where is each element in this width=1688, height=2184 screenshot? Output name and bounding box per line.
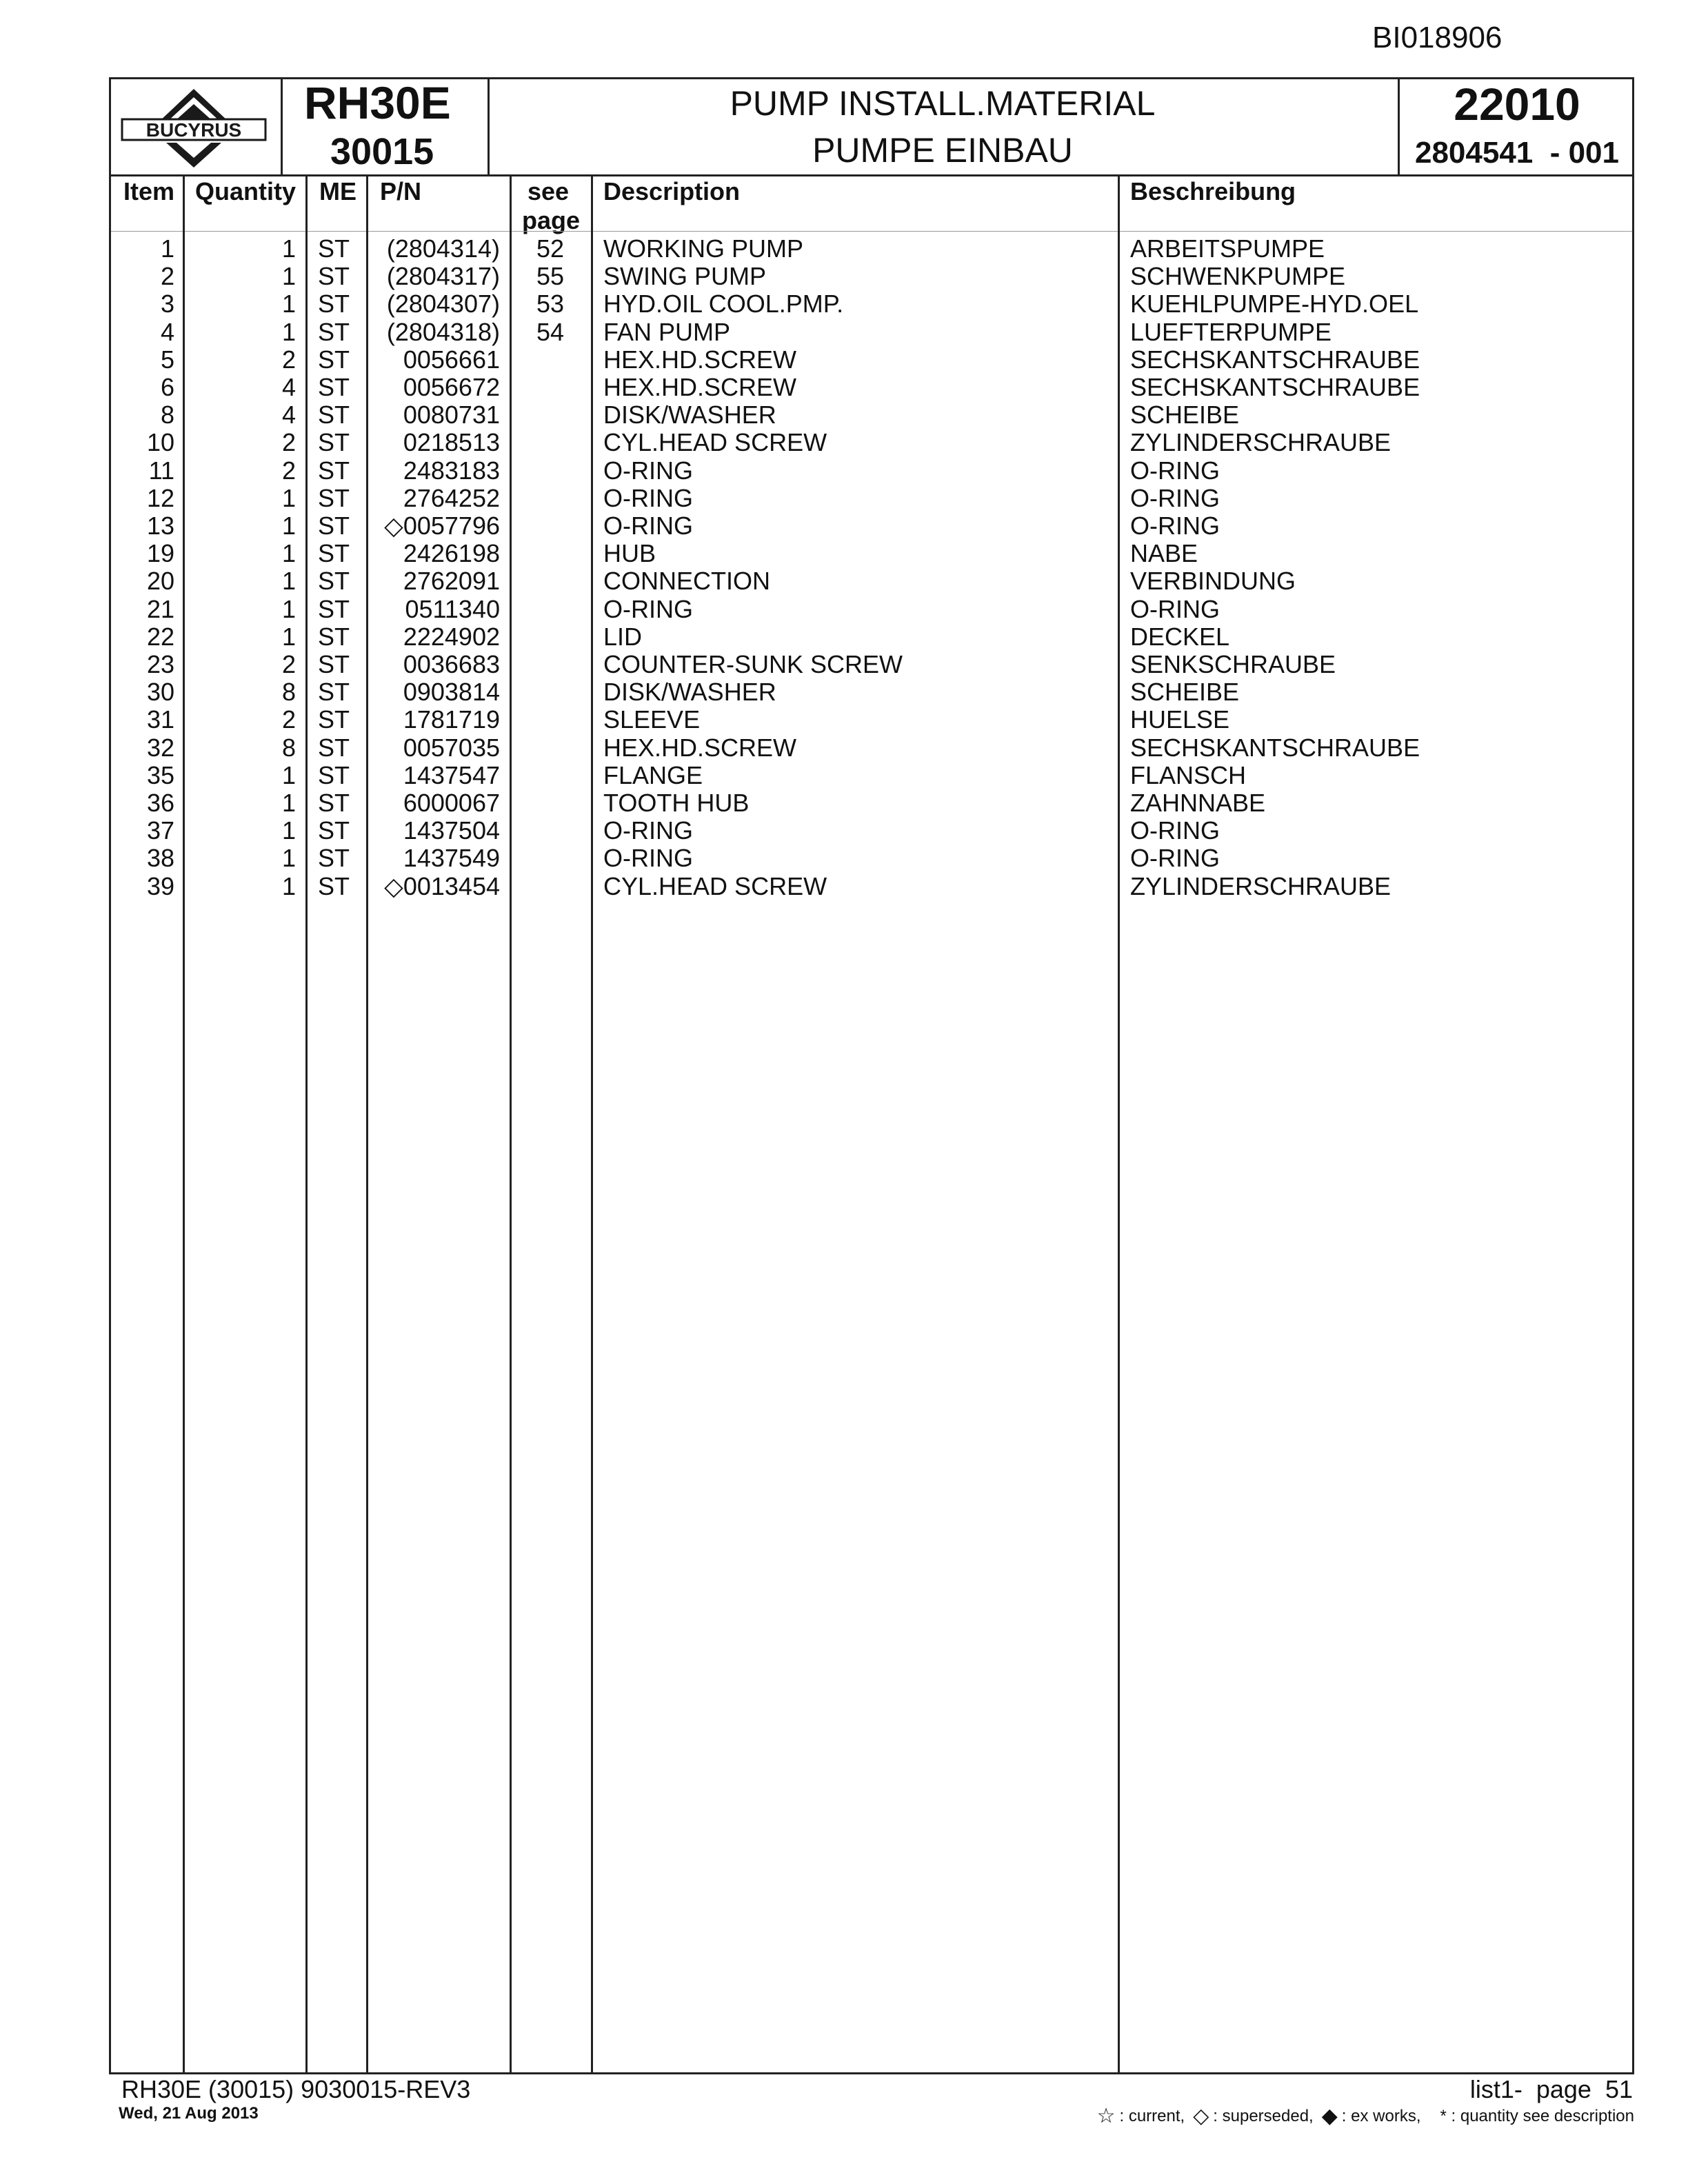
cell-me: ST [318, 234, 350, 263]
cell-description: O-RING [603, 512, 693, 540]
cell-item: 11 [148, 456, 174, 485]
cell-item: 8 [160, 401, 174, 429]
table-row [111, 623, 1636, 651]
cell-pn: (2804317) [386, 262, 500, 291]
cell-me: ST [318, 844, 350, 873]
col-beschreibung-header: Beschreibung [1130, 177, 1296, 205]
bucyrus-logo [118, 83, 270, 173]
cell-beschreibung: LUEFTERPUMPE [1130, 317, 1332, 346]
table-row [111, 318, 1636, 346]
table-row [111, 762, 1636, 789]
cell-pn: (2804314) [386, 234, 500, 263]
group-number: 22010 [1454, 79, 1580, 130]
cell-quantity: 2 [281, 345, 296, 374]
cell-beschreibung: HUELSE [1130, 705, 1230, 734]
cell-description: CONNECTION [603, 567, 770, 596]
legend-ex-works: : ex works, [1341, 2106, 1421, 2125]
cell-me: ST [318, 705, 350, 734]
footer-source: RH30E (30015) 9030015-REV3 [121, 2075, 471, 2103]
cell-item: 6 [160, 373, 174, 401]
cell-item: 19 [146, 539, 174, 568]
cell-quantity: 8 [281, 678, 296, 707]
table-row [111, 873, 1636, 900]
cell-item: 3 [160, 290, 174, 318]
legend-quantity: * : quantity see description [1440, 2106, 1634, 2125]
cell-pn: 0511340 [405, 594, 500, 623]
cell-description: LID [603, 622, 643, 651]
cell-beschreibung: ZYLINDERSCHRAUBE [1130, 871, 1391, 900]
cell-me: ST [318, 650, 350, 678]
table-row [111, 596, 1636, 623]
cell-beschreibung: VERBINDUNG [1130, 567, 1296, 596]
table-row [111, 346, 1636, 374]
cell-beschreibung: SECHSKANTSCHRAUBE [1130, 733, 1420, 762]
cell-item: 35 [146, 760, 174, 789]
cell-pn: 2762091 [403, 567, 500, 596]
cell-description: FAN PUMP [603, 317, 731, 346]
table-row [111, 374, 1636, 401]
cell-description: CYL.HEAD SCREW [603, 428, 827, 457]
cell-me: ST [318, 262, 350, 291]
cell-beschreibung: O-RING [1130, 512, 1220, 540]
legend-superseded: : superseded, [1213, 2106, 1314, 2125]
table-row [111, 235, 1636, 263]
cell-beschreibung: FLANSCH [1130, 760, 1247, 789]
footer-date: Wed, 21 Aug 2013 [119, 2104, 259, 2123]
cell-beschreibung: DECKEL [1130, 622, 1230, 651]
cell-pn: ◇0057796 [384, 512, 500, 540]
cell-beschreibung: SCHEIBE [1130, 678, 1240, 707]
cell-pn: 0036683 [403, 650, 500, 678]
cell-me: ST [318, 512, 350, 540]
cell-description: HEX.HD.SCREW [603, 345, 797, 374]
cell-quantity: 1 [281, 760, 296, 789]
cell-quantity: 1 [281, 483, 296, 512]
cell-quantity: 1 [281, 512, 296, 540]
cell-quantity: 1 [281, 290, 296, 318]
cell-pn: 1437504 [403, 816, 500, 845]
cell-description: O-RING [603, 594, 693, 623]
footer-page: list1- page 51 [1469, 2075, 1633, 2103]
cell-quantity: 1 [281, 317, 296, 346]
cell-me: ST [318, 733, 350, 762]
cell-quantity: 4 [281, 401, 296, 429]
cell-pn: 1781719 [403, 705, 500, 734]
cell-pn: 2224902 [403, 622, 500, 651]
cell-quantity: 2 [281, 650, 296, 678]
cell-description: O-RING [603, 844, 693, 873]
cell-pn: 0080731 [403, 401, 500, 429]
cell-description: O-RING [603, 483, 693, 512]
legend-current: : current, [1119, 2106, 1185, 2125]
diamond-filled-icon: ◆ [1321, 2105, 1338, 2127]
cell-beschreibung: NABE [1130, 539, 1198, 568]
cell-pn: 0903814 [403, 678, 500, 707]
cell-item: 2 [160, 262, 174, 291]
cell-description: DISK/WASHER [603, 678, 776, 707]
header-divider [281, 79, 283, 174]
model-label: RH30E [304, 77, 451, 128]
cell-description: HEX.HD.SCREW [603, 373, 797, 401]
cell-pn: 2483183 [403, 456, 500, 485]
diamond-outline-icon: ◇ [1193, 2105, 1209, 2127]
cell-description: COUNTER-SUNK SCREW [603, 650, 903, 678]
cell-see-page: 55 [536, 262, 565, 291]
table-row [111, 485, 1636, 512]
cell-quantity: 1 [281, 594, 296, 623]
table-row [111, 429, 1636, 456]
table-row [111, 290, 1636, 318]
cell-me: ST [318, 816, 350, 845]
cell-me: ST [318, 290, 350, 318]
cell-beschreibung: SCHWENKPUMPE [1130, 262, 1346, 291]
cell-me: ST [318, 317, 350, 346]
cell-pn: 6000067 [403, 789, 500, 817]
table-row [111, 401, 1636, 429]
cell-item: 32 [146, 733, 174, 762]
cell-me: ST [318, 622, 350, 651]
cell-beschreibung: SECHSKANTSCHRAUBE [1130, 373, 1420, 401]
cell-quantity: 1 [281, 567, 296, 596]
title-english: PUMP INSTALL.MATERIAL [730, 84, 1156, 123]
cell-me: ST [318, 871, 350, 900]
col-item-header: Item [123, 177, 175, 205]
cell-see-page: 52 [536, 234, 565, 263]
cell-me: ST [318, 401, 350, 429]
star-outline-icon: ☆ [1096, 2105, 1116, 2127]
table-row [111, 567, 1636, 595]
cell-me: ST [318, 483, 350, 512]
cell-description: DISK/WASHER [603, 401, 776, 429]
cell-quantity: 1 [281, 539, 296, 568]
cell-beschreibung: SECHSKANTSCHRAUBE [1130, 345, 1420, 374]
cell-beschreibung: O-RING [1130, 594, 1220, 623]
col-quantity-header: Quantity [195, 177, 297, 205]
cell-pn: 0218513 [403, 428, 500, 457]
col-pn-header: P/N [380, 177, 422, 205]
col-see-page-header: see page [522, 177, 581, 234]
cell-item: 20 [146, 567, 174, 596]
cell-beschreibung: ARBEITSPUMPE [1130, 234, 1325, 263]
parts-list-frame [109, 77, 1634, 2074]
cell-quantity: 2 [281, 456, 296, 485]
cell-item: 36 [146, 789, 174, 817]
table-row [111, 845, 1636, 872]
cell-pn: 0057035 [403, 733, 500, 762]
cell-quantity: 2 [281, 428, 296, 457]
cell-beschreibung: ZAHNNABE [1130, 789, 1266, 817]
cell-me: ST [318, 789, 350, 817]
cell-me: ST [318, 567, 350, 596]
cell-item: 10 [146, 428, 174, 457]
cell-pn: 0056661 [403, 345, 500, 374]
cell-see-page: 54 [536, 317, 565, 346]
cell-item: 4 [160, 317, 174, 346]
cell-item: 31 [146, 705, 174, 734]
cell-item: 39 [146, 871, 174, 900]
logo-text: BUCYRUS [145, 119, 242, 141]
cell-description: TOOTH HUB [603, 789, 750, 817]
cell-description: HUB [603, 539, 656, 568]
cell-quantity: 1 [281, 789, 296, 817]
table-row [111, 457, 1636, 485]
cell-description: WORKING PUMP [603, 234, 804, 263]
cell-me: ST [318, 594, 350, 623]
cell-item: 30 [146, 678, 174, 707]
cell-description: O-RING [603, 816, 693, 845]
cell-description: O-RING [603, 456, 693, 485]
col-description-header: Description [603, 177, 741, 205]
cell-item: 22 [146, 622, 174, 651]
cell-description: CYL.HEAD SCREW [603, 871, 827, 900]
cell-quantity: 1 [281, 844, 296, 873]
cell-me: ST [318, 760, 350, 789]
cell-description: FLANGE [603, 760, 703, 789]
table-row [111, 817, 1636, 845]
table-row [111, 789, 1636, 817]
cell-item: 1 [160, 234, 174, 263]
table-row [111, 706, 1636, 734]
cell-quantity: 1 [281, 816, 296, 845]
cell-beschreibung: SCHEIBE [1130, 401, 1240, 429]
table-row [111, 263, 1636, 290]
title-german: PUMPE EINBAU [812, 131, 1073, 170]
cell-quantity: 1 [281, 262, 296, 291]
cell-beschreibung: O-RING [1130, 483, 1220, 512]
cell-me: ST [318, 539, 350, 568]
column-header-line [111, 231, 1632, 232]
cell-beschreibung: O-RING [1130, 456, 1220, 485]
cell-item: 23 [146, 650, 174, 678]
cell-item: 21 [146, 594, 174, 623]
header-bottom-line [111, 174, 1632, 176]
cell-quantity: 1 [281, 234, 296, 263]
cell-quantity: 4 [281, 373, 296, 401]
part-reference: 2804541 - 001 [1414, 136, 1620, 170]
cell-pn: 1437549 [403, 844, 500, 873]
cell-item: 13 [146, 512, 174, 540]
cell-pn: 2426198 [403, 539, 500, 568]
table-row [111, 734, 1636, 762]
cell-description: HYD.OIL COOL.PMP. [603, 290, 844, 318]
cell-beschreibung: SENKSCHRAUBE [1130, 650, 1336, 678]
cell-description: SWING PUMP [603, 262, 767, 291]
cell-description: SLEEVE [603, 705, 701, 734]
cell-me: ST [318, 373, 350, 401]
col-me-header: ME [319, 177, 356, 205]
cell-pn: 0056672 [403, 373, 500, 401]
cell-pn: 2764252 [403, 483, 500, 512]
cell-me: ST [318, 678, 350, 707]
cell-item: 37 [146, 816, 174, 845]
table-row [111, 540, 1636, 567]
cell-pn: ◇0013454 [384, 871, 500, 900]
table-row [111, 678, 1636, 706]
cell-beschreibung: O-RING [1130, 844, 1220, 873]
cell-pn: (2804318) [386, 317, 500, 346]
cell-quantity: 1 [281, 622, 296, 651]
cell-me: ST [318, 456, 350, 485]
symbol-legend [1097, 2104, 1634, 2128]
document-id: BI018906 [1372, 21, 1503, 54]
serial-label: 30015 [330, 131, 434, 172]
cell-quantity: 2 [281, 705, 296, 734]
cell-item: 5 [160, 345, 174, 374]
cell-beschreibung: ZYLINDERSCHRAUBE [1130, 428, 1391, 457]
table-row [111, 512, 1636, 540]
cell-quantity: 8 [281, 733, 296, 762]
cell-beschreibung: KUEHLPUMPE-HYD.OEL [1130, 290, 1419, 318]
cell-pn: 1437547 [403, 760, 500, 789]
cell-quantity: 1 [281, 871, 296, 900]
cell-me: ST [318, 345, 350, 374]
cell-item: 38 [146, 844, 174, 873]
cell-see-page: 53 [536, 290, 565, 318]
cell-description: HEX.HD.SCREW [603, 733, 797, 762]
table-row [111, 651, 1636, 678]
cell-pn: (2804307) [386, 290, 500, 318]
cell-beschreibung: O-RING [1130, 816, 1220, 845]
cell-me: ST [318, 428, 350, 457]
cell-item: 12 [146, 483, 174, 512]
